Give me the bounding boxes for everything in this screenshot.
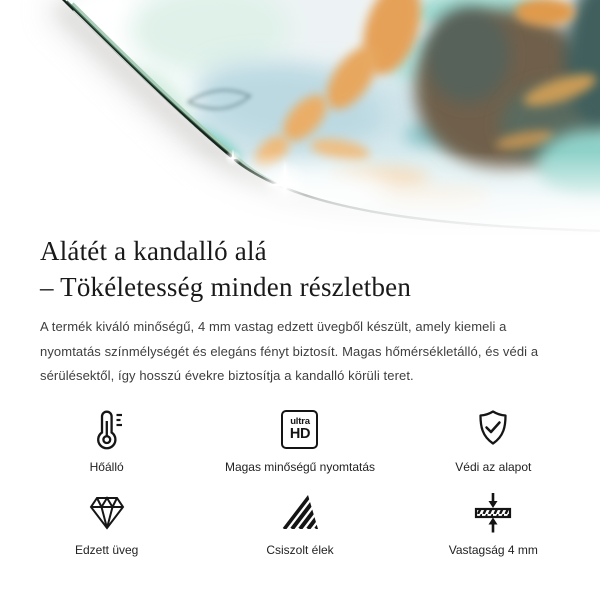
feature-heat-resistant <box>10 406 203 474</box>
thermometer-icon <box>85 406 129 452</box>
glass-fireplace-mat-image <box>0 0 600 238</box>
feature-label: Edzett üveg <box>74 542 139 557</box>
feature-protects-base <box>397 406 590 474</box>
hero-product-image <box>0 0 600 238</box>
feature-thickness <box>397 489 590 557</box>
feature-label: Vastagság 4 mm <box>448 542 538 557</box>
feature-label: Hőálló <box>89 460 124 475</box>
ultra-hd-icon <box>281 406 318 452</box>
ultra-hd-icon-text-top: ultra <box>290 415 310 427</box>
product-info-section <box>0 228 600 557</box>
polished-edges-icon <box>278 489 322 535</box>
page-title <box>40 234 560 305</box>
features-grid <box>10 406 590 557</box>
product-description: A termék kiváló minőségű, 4 mm vastag edzett üvegből készült, amely kiemeli a nyomtatás színmélységét és elegáns fényt biztosít. Magas hőmérsékletálló, és védi a sérülésektől, így hosszú évekre biztosítja a kandalló körüli teret. <box>40 319 539 383</box>
thickness-icon <box>471 489 515 535</box>
feature-print-quality <box>203 406 396 474</box>
page-title-line1: Alátét a kandalló alá <box>40 236 267 266</box>
ultra-hd-icon-text-bottom: HD <box>289 426 311 443</box>
feature-tempered-glass <box>10 489 203 557</box>
feature-label: Csiszolt élek <box>266 542 334 557</box>
feature-label: Magas minőségű nyomtatás <box>224 460 376 475</box>
feature-polished-edges <box>203 489 396 557</box>
diamond-icon <box>85 489 129 535</box>
feature-label: Védi az alapot <box>455 460 532 475</box>
shield-check-icon <box>471 406 515 452</box>
page-title-line2: – Tökéletesség minden részletben <box>40 271 412 302</box>
